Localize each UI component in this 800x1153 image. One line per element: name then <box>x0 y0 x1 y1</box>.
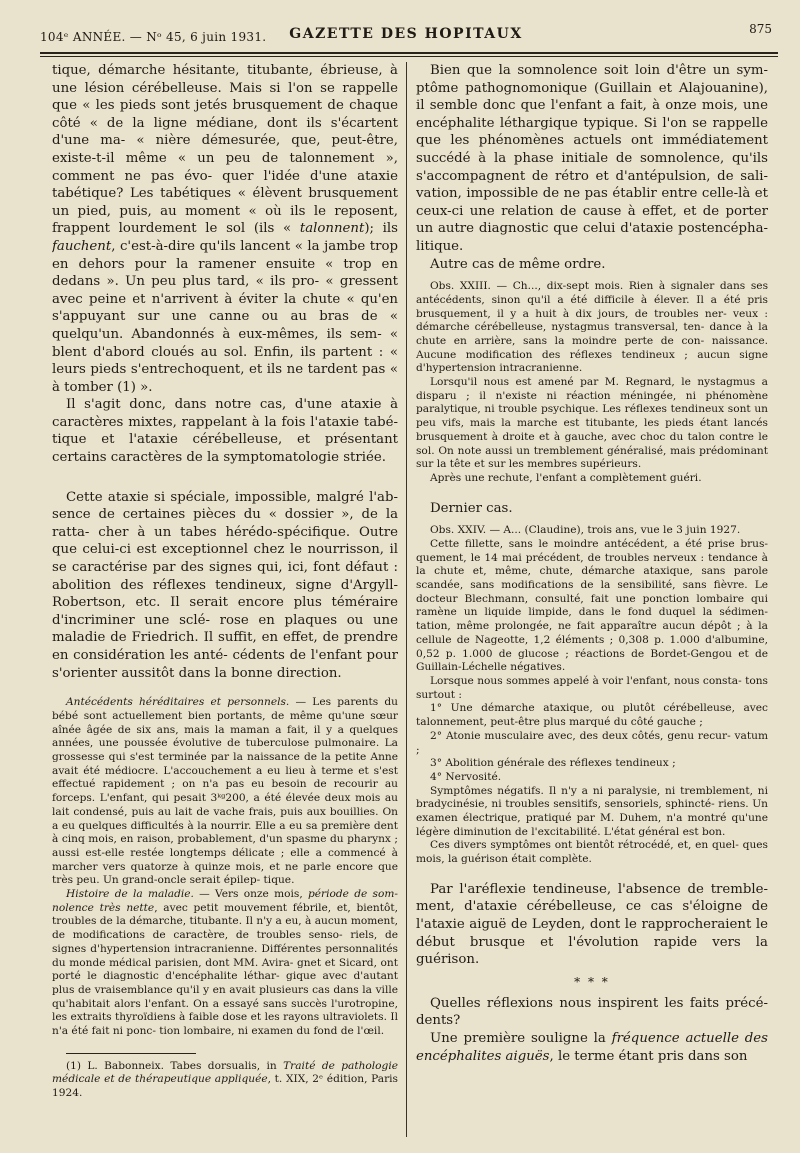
paragraph: Une première souligne la fréquence actuelle des encéphalites aiguës, le terme étant pris dans son <box>416 1031 768 1064</box>
observation-24-negatives: Symptômes négatifs. Il n'y a ni paralysie, ni tremblement, ni bradycinésie, ni troubles sensitifs, sensoriels, sphincté- riens. Un examen électrique, pratiqué par M. Duhem, n'a montré qu'une légère diminution de l'excitabilité. L'état général est bon. <box>416 784 768 838</box>
header-rule-thick <box>40 52 778 54</box>
observation-24-outcome: Ces divers symptômes ont bientôt rétrocédé, et, en quel- ques mois, la guérison était complète. <box>416 839 768 866</box>
paragraph: Bien que la somnolence soit loin d'être un sym- ptôme pathognomonique (Guillain et Alajouanine), il semble donc que l'enfant a fait, à onze mois, une encéphalite léthargique typique. Si l'on se rappelle que les phénomènes actuels ont immédiatement succédé à la phase initiale de somnolence, qu'ils s'accompagnent de rétro et d'antépulsion, de sali- vation, impossible de ne pas établir entre celle-là et ceux-ci une relation de cause à effet, et de porter un autre diagnostic que celui d'ataxie postencépha- litique. <box>416 63 768 254</box>
paragraph: Cette ataxie si spéciale, impossible, malgré l'ab- sence de certaines pièces du « dossier », de la ratta- cher à un tabes hérédo-spécifique. Outre que celui-ci est exceptionnel chez le nourrisson, il se caractérise par des signes qui, ici, font défaut : abolition des réflexes tendineux, signe d'Argyll-Robertson, etc. Il serait encore plus téméraire d'incriminer une sclé- rose en plaques ou une maladie de Friedrich. Il suffit, en effet, de prendre en considération les anté- cédents de l'enfant pour s'orienter aussitôt dans la bonne direction. <box>52 489 398 681</box>
observation-23-continued: Lorsqu'il nous est amené par M. Regnard, le nystagmus a disparu ; il n'existe ni réaction méningée, ni phénomène paralytique, ni trouble psychique. Les réflexes tendineux sont un peu vifs, mais la marche est titubante, les pieds étant lancés brusquement à droite et à gauche, avec choc du talon contre le sol. On note aussi un tremblement généralisé, mais prédominant sur la tête et sur les membres supérieurs. <box>416 376 768 471</box>
column-divider <box>406 62 407 1137</box>
page-number: 875 <box>749 22 772 36</box>
footnote-rule <box>66 1053 196 1054</box>
observation-24: Obs. XXIV. — A... (Claudine), trois ans, vue le 3 juin 1927. <box>430 524 741 537</box>
right-column <box>416 62 768 1065</box>
journal-title: GAZETTE DES HOPITAUX <box>289 26 523 42</box>
page-header <box>40 22 772 52</box>
observation-24-exam: Lorsque nous sommes appelé à voir l'enfant, nous consta- tons surtout : <box>416 675 768 701</box>
paragraph: Autre cas de même ordre. <box>430 256 606 272</box>
paragraph: Par l'aréflexie tendineuse, l'absence de tremble- ment, d'ataxie cérébelleuse, ce cas s'éloigne de l'ataxie aiguë de Leyden, dont le rapprocheraient le début brusque et l'évolution rapide vers la guérison. <box>416 881 768 968</box>
left-column <box>52 62 398 1101</box>
footnote: (1) L. Babonneix. Tabes dorsualis, in Traité de pathologie médicale et de thérapeutique appliquée, t. XIX, 2ᵉ édition, Paris 1924. <box>52 1059 398 1100</box>
paragraph: tique, démarche hésitante, titubante, ébrieuse, à une lésion cérébelleuse. Mais si l'on se rappelle que « les pieds sont jetés brusquement de chaque côté « de la ligne médiane, dont ils s'écartent d'une ma- « nière démesurée, que, peut-être, existe-t-il même « un peu de talonnement », comment ne pas évo- quer l'idée d'une ataxie tabétique? Les tabétiques « élèvent brusquement un pied, puis, au moment « où ils le reposent, frappent lourdement le sol (ils « talonnent); ils fauchent, c'est-à-dire qu'ils lancent « la jambe trop en dehors pour la ramener ensuite « trop en dedans ». Un peu plus tard, « ils pro- « gressent avec peine et n'arrivent à éviter la chute « qu'en s'appuyant sur une canne ou au bras de « quelqu'un. Abandonnés à eux-mêmes, ils sem- « blent d'abord cloués au sol. Enfin, ils partent : « leurs pieds s'entrechoquent, et ils ne tardent pas « à tomber (1) ». <box>52 63 398 395</box>
section-separator: * * * <box>574 974 610 989</box>
observation-24-details: Cette fillette, sans le moindre antécédent, a été prise brus- quement, le 14 mai précédent, de troubles nerveux : tendance à la chute et, même, chute, démarche ataxique, sans parole scandée, sans modifications de la sensibilité, sans fièvre. Le docteur Blechmann, consulté, fait une ponction lombaire qui ramène un liquide limpide, dans le fond duquel la sédimen- tation, même prolongée, ne fait apparaître aucun dépôt ; à la cellule de Nageotte, 1,2 éléments ; 0,308 p. 1.000 d'albumine, 0,52 p. 1.000 de glucose ; réactions de Bordet-Gengou et de Guillain-Léchelle négatives. <box>416 537 768 674</box>
symptom-list-item: 3° Abolition générale des réflexes tendineux ; <box>430 757 676 770</box>
header-rule-thin <box>40 56 778 57</box>
observation-23-outcome: Après une rechute, l'enfant a complètement guéri. <box>430 471 702 484</box>
paragraph: Quelles réflexions nous inspirent les faits précé- dents? <box>416 995 768 1029</box>
issue-info: 104ᵉ ANNÉE. — Nᵒ 45, 6 juin 1931. <box>40 30 267 44</box>
observation-23: Obs. XXIII. — Ch..., dix-sept mois. Rien à signaler dans ses antécédents, sinon qu'il a été difficile à élever. Il a été pris brusquement, il y a huit à dix jours, de troubles ner- veux : démarche cérébelleuse, nystagmus transversal, ten- dance à la chute en arrière, sans la moindre perte de con- naissance. Aucune modification des réflexes tendineux ; aucun signe d'hypertension intracranienne. <box>416 280 768 375</box>
symptom-list-item: 1° Une démarche ataxique, ou plutôt cérébelleuse, avec talonnement, peut-être plus marqué du côté gauche ; <box>416 702 768 729</box>
symptom-list-item: 4° Nervosité. <box>430 770 502 783</box>
paragraph-history: Histoire de la maladie. — Vers onze mois, période de som- nolence très nette, avec petit mouvement fébrile, et, bientôt, troubles de la démarche, titubante. Il n'y a eu, à aucun moment, de modifications de caractère, de troubles senso- riels, de signes d'hypertension intracranienne. Différentes personnalités du monde médical parisien, dont MM. Avira- gnet et Sicard, ont porté le diagnostic d'encéphalite léthar- gique avec d'autant plus de vraisemblance qu'il y en avait plusieurs cas dans la ville qu'habitait alors l'enfant. On a essayé sans succès l'urotropine, les extraits thyroïdiens à faible dose et les rayons ultraviolets. Il n'a été fait ni ponc- tion lombaire, ni examen du fond de l'œil. <box>52 888 398 1038</box>
paragraph: Il s'agit donc, dans notre cas, d'une ataxie à caractères mixtes, rappelant à la fois l'ataxie tabé- tique et l'ataxie cérébelleuse, et présentant certains caractères de la symptomatologie striée. <box>52 397 398 466</box>
paragraph-antecedents: Antécédents héréditaires et personnels. — Les parents du bébé sont actuellement bien portants, de même qu'une sœur aînée âgée de six ans, mais la maman a fait, il y a quelques années, une poussée évolutive de tuberculose pulmonaire. La grossesse qui s'est terminée par la naissance de la petite Anne avait été médiocre. L'accouchement a eu lieu à terme et s'est effectué rapidement ; on n'a pas eu besoin de recourir au forceps. L'enfant, qui pesait 3ᵏᵍ200, a été élevée deux mois au lait condensé, puis au lait de vache frais, puis aux bouillies. On a eu quelques difficultés à la nourrir. Elle a eu sa première dent à cinq mois, en raison, probablement, d'un spasme du pharynx ; aussi est-elle restée longtemps délicate ; elle a commencé à marcher vers quatorze à quinze mois, et ne parle encore que très peu. Un grand-oncle serait épilep- tique. <box>52 696 398 887</box>
symptom-list-item: 2° Atonie musculaire avec, des deux côtés, genu recur- vatum ; <box>416 729 768 756</box>
paragraph: Dernier cas. <box>430 500 513 516</box>
